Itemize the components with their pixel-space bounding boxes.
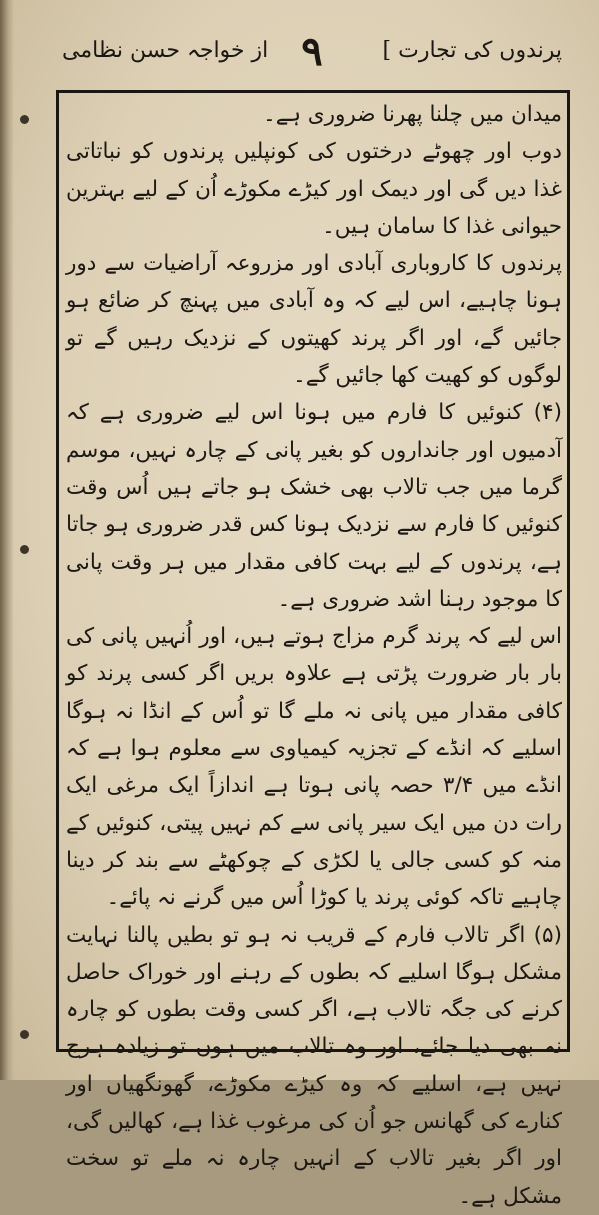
paragraph-6: (۵) اگر تالاب فارم کے قریب نہ ہو تو بطیں پالنا نہایت مشکل ہوگا اسلیے کہ بطوں کے رہنے اور خوراک حاصل کرنے کی جگہ تالاب ہے، اگر کسی وقت بطوں کو چارہ نہ بھی دیا جائے، اور وہ تالاب میں ہوں تو زیادہ ہرج نہیں ہے، اسلیے کہ وہ کیڑے مکوڑے، گھونگھیاں اور کنارے کی گھانس جو اُن کی مرغوب غذا ہے، کھالیں گی، اور اگر بغیر تالاب کے انہیں چارہ نہ ملے تو سخت مشکل ہے۔	[66, 922, 562, 1209]
binding-hole-dot	[20, 1030, 29, 1039]
body-text	[66, 96, 562, 1209]
paragraph-2: دوب اور چھوٹے درختوں کی کونپلیں پرندوں کو نباتاتی غذا دیں گی اور دیمک اور کیڑے مکوڑے اُن کے لیے بہترین حیوانی غذا کا سامان ہیں۔	[66, 139, 562, 239]
binding-hole-dot	[20, 115, 29, 124]
page-header	[62, 28, 562, 88]
running-title: پرندوں کی تجارت ]	[382, 38, 562, 63]
binding-hole-dot	[20, 545, 29, 554]
paragraph-3: پرندوں کا کاروباری آبادی اور مزروعہ آراضیات سے دور ہونا چاہیے، اس لیے کہ وہ آبادی میں پہنچ کر ضائع ہو جائیں گے، اور اگر پرند کھیتوں کے نزدیک رہیں گے تو لوگوں کو کھیت کھا جائیں گے۔	[66, 251, 562, 389]
paragraph-1: میدان میں چلنا پھرنا ضروری ہے۔	[263, 102, 562, 127]
author-line: از خواجہ حسن نظامی	[62, 38, 269, 63]
paragraph-4: (۴) کنوئیں کا فارم میں ہونا اس لیے ضروری ہے کہ آدمیوں اور جانداروں کو بغیر پانی کے چارہ نہیں، موسم گرما میں جب تالاب بھی خشک ہو جاتے ہیں اُس وقت کنوئیں کا فارم سے نزدیک ہونا کس قدر ضروری ہو جاتا ہے، پرندوں کے لیے بہت کافی مقدار میں ہر وقت پانی کا موجود رہنا اشد ضروری ہے۔	[66, 400, 562, 612]
book-spine-shadow	[0, 0, 14, 1080]
page-number: ۹	[301, 28, 323, 75]
paragraph-5: اس لیے کہ پرند گرم مزاج ہوتے ہیں، اور اُنہیں پانی کی بار بار ضرورت پڑتی ہے علاوہ بریں اگر کسی پرند کو کافی مقدار میں پانی نہ ملے گا تو اُس کے انڈا نہ ہوگا اسلیے کہ انڈے کے تجزیہ کیمیاوی سے معلوم ہوا ہے کہ انڈے میں ۳/۴ حصہ پانی ہوتا ہے اندازاً ایک مرغی ایک رات دن میں ایک سیر پانی سے کم نہیں پیتی، کنوئیں کے منہ کو کسی جالی یا لکڑی کے چوکھٹے سے بند کر دینا چاہیے تاکہ کوئی پرند یا کوڑا اُس میں گرنے نہ پائے۔	[66, 624, 562, 911]
